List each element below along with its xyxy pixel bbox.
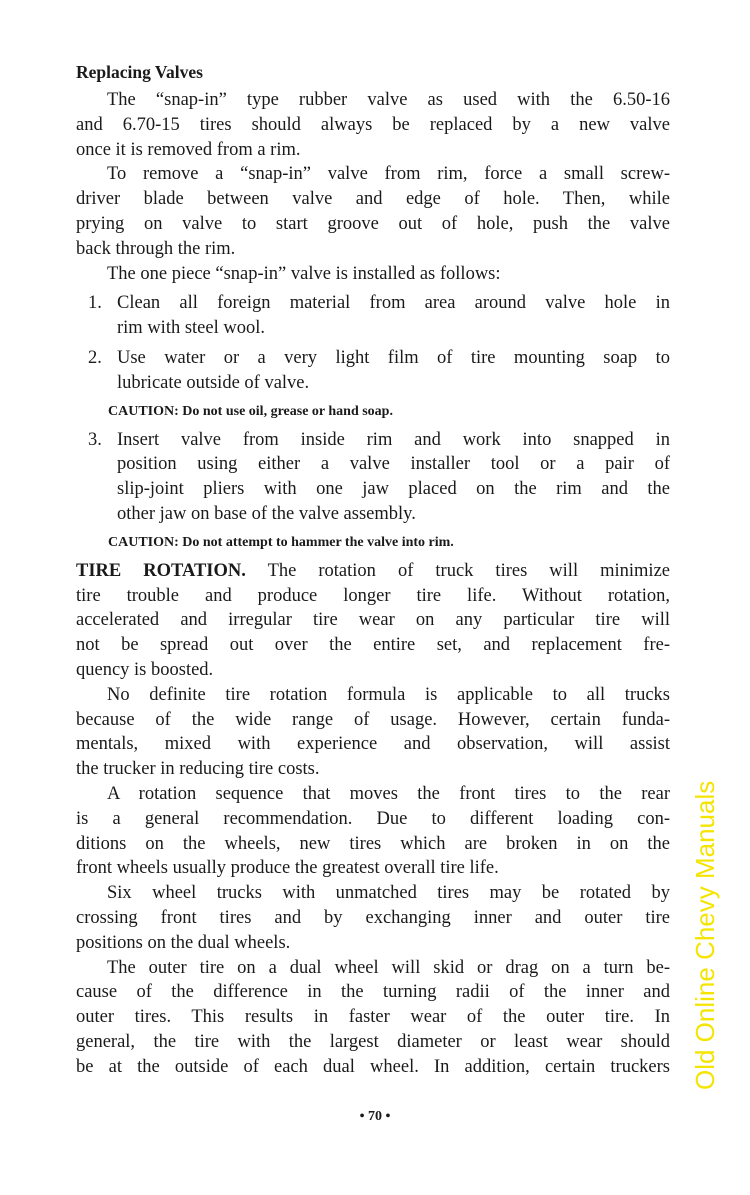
section-heading: Replacing Valves xyxy=(76,62,203,82)
text-line: driver blade between valve and edge of hole. Then, while xyxy=(76,189,670,210)
text-line: accelerated and irregular tire wear on any particular tire will xyxy=(76,610,670,631)
text-line: The “snap-in” type rubber valve as used with the 6.50-16 xyxy=(107,90,670,110)
text-line: outer tires. This results in faster wear of the outer tire. In xyxy=(76,1007,670,1028)
list-number: 3. xyxy=(88,429,102,450)
text-line: Clean all foreign material from area around valve hole in xyxy=(117,293,670,314)
text-line: once it is removed from a rim. xyxy=(76,139,301,160)
list-item xyxy=(76,428,670,527)
text-line: The outer tire on a dual wheel will skid or drag on a turn be- xyxy=(107,957,670,978)
caution-label: CAUTION: xyxy=(108,403,179,419)
watermark: Old Online Chevy Manuals xyxy=(690,780,720,1090)
text-line: The one piece “snap-in” valve is installed as follows: xyxy=(107,263,501,284)
text-line: No definite tire rotation formula is applicable to all trucks xyxy=(107,684,670,705)
text-line: Use water or a very light film of tire mounting soap to xyxy=(117,347,670,368)
text-line: because of the wide range of usage. However, certain funda- xyxy=(76,709,670,730)
caution-label: CAUTION: xyxy=(108,534,179,550)
text-line: lubricate outside of valve. xyxy=(117,372,310,393)
text-line: To remove a “snap-in” valve from rim, force a small screw- xyxy=(107,164,670,185)
caution-text: Do not attempt to hammer the valve into rim. xyxy=(182,534,454,550)
text-line: is a general recommendation. Due to different loading con- xyxy=(76,808,670,829)
list-number: 1. xyxy=(88,293,102,314)
text-line: general, the tire with the largest diameter or least wear should xyxy=(76,1031,670,1052)
list-item xyxy=(76,346,670,396)
text-line-rest: The rotation of truck tires will minimize xyxy=(245,560,670,581)
text-line: rim with steel wool. xyxy=(117,318,265,339)
text-line: the trucker in reducing tire costs. xyxy=(76,759,320,780)
text-line: crossing front tires and by exchanging inner and outer tire xyxy=(76,907,670,928)
text-line: front wheels usually produce the greatest overall tire life. xyxy=(76,858,499,879)
paragraph xyxy=(76,559,670,683)
paragraph xyxy=(76,162,670,261)
paragraph xyxy=(76,782,670,881)
text-line: position using either a valve installer tool or a pair of xyxy=(117,454,670,475)
text-line: back through the rim. xyxy=(76,238,236,259)
document-body xyxy=(76,88,670,1079)
text-line: ditions on the wheels, new tires which are broken in on the xyxy=(76,833,670,854)
paragraph xyxy=(76,881,670,955)
caution-text: Do not use oil, grease or hand soap. xyxy=(182,403,393,419)
list-item xyxy=(76,291,670,341)
paragraph xyxy=(76,88,670,162)
document-page xyxy=(76,60,670,1079)
text-line: Six wheel trucks with unmatched tires may be rotated by xyxy=(107,883,670,904)
list-number: 2. xyxy=(88,347,102,368)
text-line: other jaw on base of the valve assembly. xyxy=(117,503,416,524)
text-line: prying on valve to start groove out of hole, push the valve xyxy=(76,213,670,234)
text-line xyxy=(76,559,670,584)
text-line: A rotation sequence that moves the front tires to the rear xyxy=(107,783,670,804)
text-line: mentals, mixed with experience and observation, will assist xyxy=(76,734,670,755)
text-line: not be spread out over the entire set, and replacement fre- xyxy=(76,635,670,656)
text-line: quency is boosted. xyxy=(76,659,214,680)
text-line: cause of the difference in the turning radii of the inner and xyxy=(76,982,670,1003)
text-line: be at the outside of each dual wheel. In addition, certain truckers xyxy=(76,1056,670,1077)
text-line: tire trouble and produce longer tire life. Without rotation, xyxy=(76,585,670,606)
text-line: positions on the dual wheels. xyxy=(76,932,291,953)
paragraph xyxy=(76,956,670,1080)
text-line: slip-joint pliers with one jaw placed on the rim and the xyxy=(117,479,670,500)
caution-note xyxy=(76,533,670,553)
paragraph xyxy=(76,262,670,287)
run-in-heading: TIRE ROTATION. xyxy=(76,560,246,581)
text-line: and 6.70-15 tires should always be replaced by a new valve xyxy=(76,114,670,135)
caution-note xyxy=(76,402,670,422)
paragraph xyxy=(76,683,670,782)
page-number: • 70 • xyxy=(359,1109,391,1124)
text-line: Insert valve from inside rim and work into snapped in xyxy=(117,429,670,450)
